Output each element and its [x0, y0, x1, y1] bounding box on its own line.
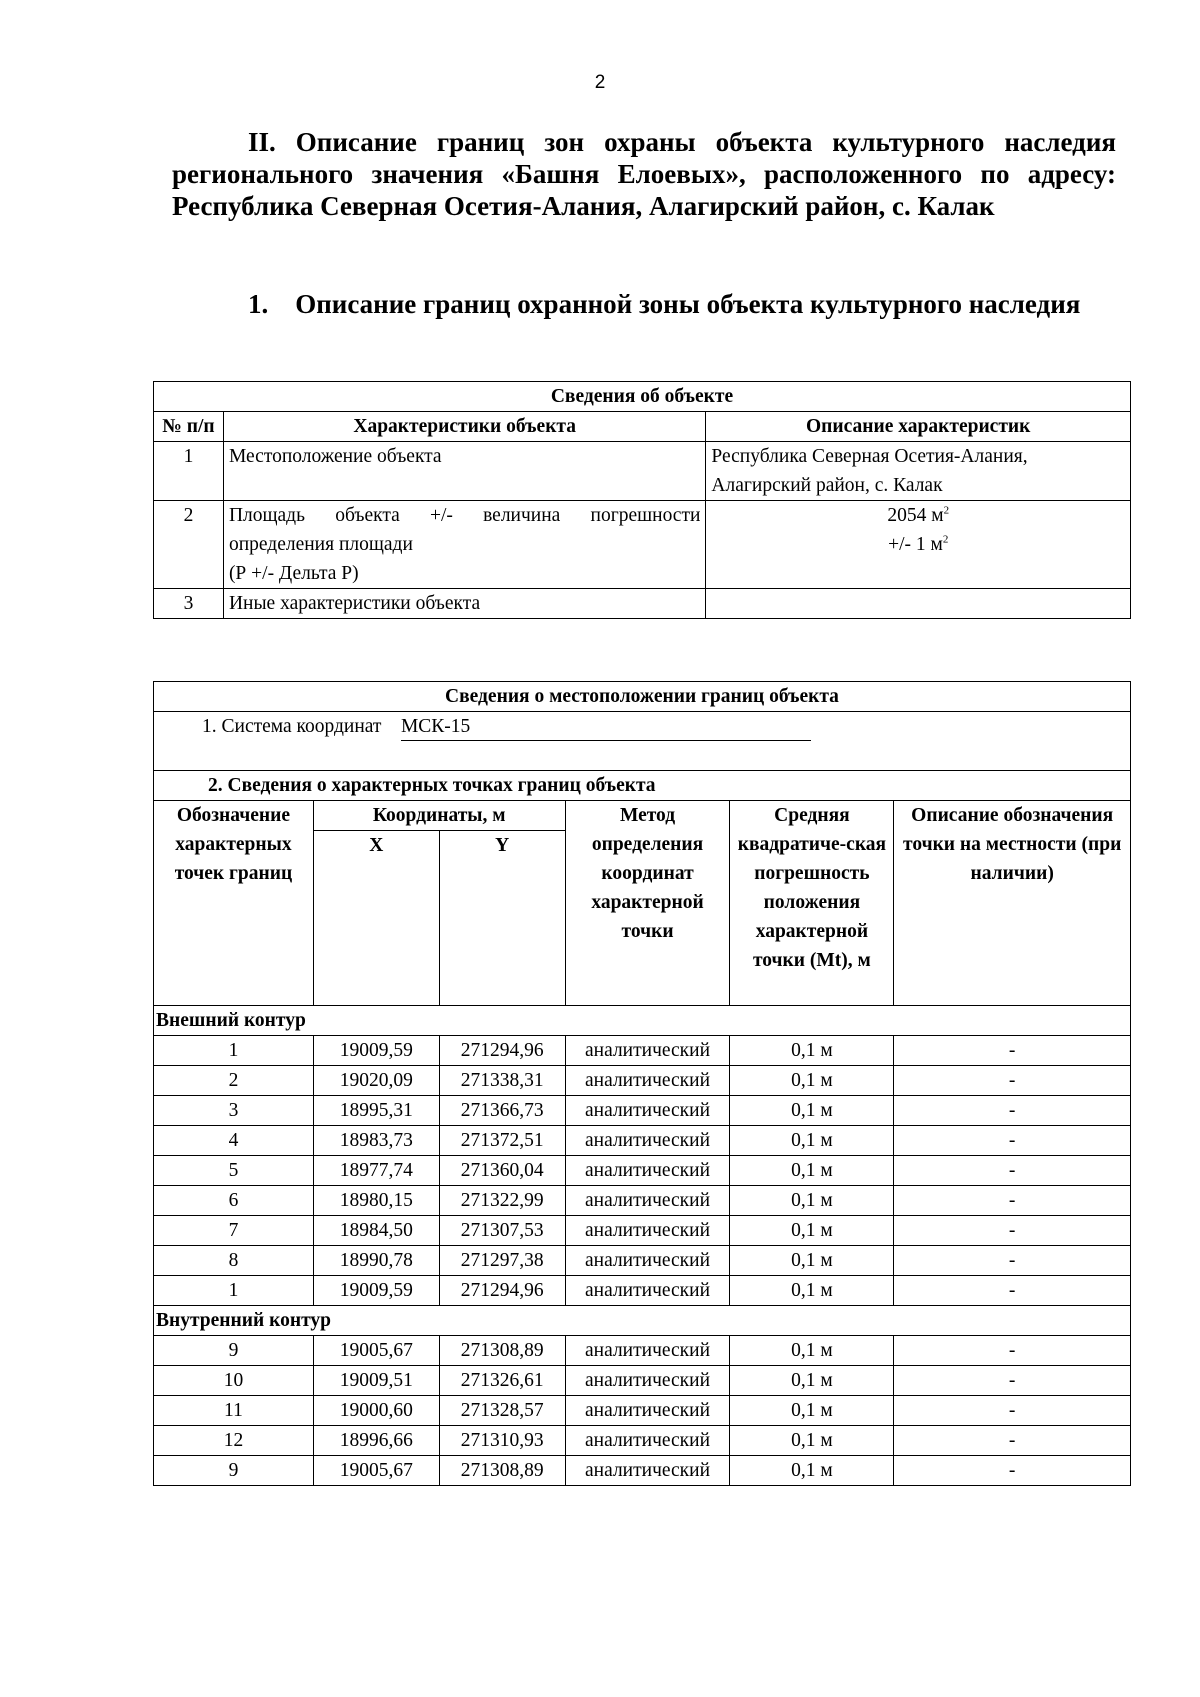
cell-method: аналитический — [565, 1126, 730, 1156]
table-row: 3 Иные характеристики объекта — [154, 589, 1131, 619]
cell-desc: - — [894, 1036, 1131, 1066]
cell-x: 19009,59 — [313, 1276, 439, 1306]
cell-x: 18996,66 — [313, 1426, 439, 1456]
cell-n: 11 — [154, 1396, 314, 1426]
table-row — [154, 1186, 1131, 1216]
table-row — [154, 1036, 1131, 1066]
cell-y: 271326,61 — [439, 1366, 565, 1396]
table-row — [154, 1426, 1131, 1456]
cell-err: 0,1 м — [730, 1066, 894, 1096]
cell-method: аналитический — [565, 1396, 730, 1426]
cell-method: аналитический — [565, 1276, 730, 1306]
cell-n: 12 — [154, 1426, 314, 1456]
cell-err: 0,1 м — [730, 1186, 894, 1216]
cell-x: 19009,59 — [313, 1036, 439, 1066]
cell-y: 271308,89 — [439, 1456, 565, 1486]
cell-method: аналитический — [565, 1246, 730, 1276]
col-char-header: Характеристики объекта — [223, 412, 705, 442]
cell-err: 0,1 м — [730, 1396, 894, 1426]
cell-n: 1 — [154, 1036, 314, 1066]
cell-x: 19009,51 — [313, 1366, 439, 1396]
page-number: 2 — [594, 72, 606, 93]
cell-desc: - — [894, 1396, 1131, 1426]
cell-desc: - — [894, 1246, 1131, 1276]
col-error-header: Средняя квадратиче-ская погрешность положения характерной точки (Mt), м — [730, 801, 894, 1006]
cell-n: 4 — [154, 1126, 314, 1156]
cell-x: 18995,31 — [313, 1096, 439, 1126]
contour-name: Внешний контур — [154, 1006, 1131, 1036]
coord-system-row: 1. Система координат МСК-15 — [154, 712, 1131, 771]
cell-desc: - — [894, 1066, 1131, 1096]
cell-y: 271307,53 — [439, 1216, 565, 1246]
col-coords-header: Координаты, м — [313, 801, 565, 831]
cell-y: 271372,51 — [439, 1126, 565, 1156]
cell-err: 0,1 м — [730, 1366, 894, 1396]
cell-method: аналитический — [565, 1456, 730, 1486]
cell-n: 8 — [154, 1246, 314, 1276]
coord-system-value: МСК-15 — [401, 714, 811, 741]
cell-y: 271310,93 — [439, 1426, 565, 1456]
cell-y: 271360,04 — [439, 1156, 565, 1186]
cell-y: 271366,73 — [439, 1096, 565, 1126]
col-desc-header: Описание характеристик — [706, 412, 1131, 442]
cell-y: 271338,31 — [439, 1066, 565, 1096]
cell-n: 9 — [154, 1456, 314, 1486]
subsection-title: 1. Описание границ охранной зоны объекта культурного наследия — [248, 289, 1081, 319]
cell-desc: - — [894, 1126, 1131, 1156]
cell-y: 271294,96 — [439, 1276, 565, 1306]
cell-n: 7 — [154, 1216, 314, 1246]
cell-method: аналитический — [565, 1426, 730, 1456]
object-info-table — [153, 381, 1131, 619]
table-row: 1 Местоположение объекта Республика Северная Осетия-Алания, Алагирский район, с. Калак — [154, 442, 1131, 501]
cell-err: 0,1 м — [730, 1036, 894, 1066]
cell-x: 18980,15 — [313, 1186, 439, 1216]
cell-err: 0,1 м — [730, 1096, 894, 1126]
table-row — [154, 1366, 1131, 1396]
cell-desc: - — [894, 1276, 1131, 1306]
object-info-header: Сведения об объекте — [154, 382, 1131, 412]
cell-err: 0,1 м — [730, 1276, 894, 1306]
cell-method: аналитический — [565, 1216, 730, 1246]
cell-desc: - — [894, 1216, 1131, 1246]
cell-err: 0,1 м — [730, 1156, 894, 1186]
col-x-header: X — [313, 831, 439, 1006]
table-row — [154, 1456, 1131, 1486]
cell-err: 0,1 м — [730, 1336, 894, 1366]
cell-n: 6 — [154, 1186, 314, 1216]
cell-method: аналитический — [565, 1096, 730, 1126]
cell-err: 0,1 м — [730, 1246, 894, 1276]
cell-n: 1 — [154, 1276, 314, 1306]
table-row — [154, 1276, 1131, 1306]
cell-method: аналитический — [565, 1366, 730, 1396]
cell-desc: - — [894, 1366, 1131, 1396]
cell-x: 18977,74 — [313, 1156, 439, 1186]
table-row — [154, 1336, 1131, 1366]
contour-name: Внутренний контур — [154, 1306, 1131, 1336]
contours-body — [154, 1006, 1131, 1486]
cell-n: 9 — [154, 1336, 314, 1366]
cell-desc: - — [894, 1096, 1131, 1126]
cell-desc: - — [894, 1156, 1131, 1186]
table-row — [154, 1126, 1131, 1156]
col-description-header: Описание обозначения точки на местности (при наличии) — [894, 801, 1131, 1006]
cell-x: 19005,67 — [313, 1336, 439, 1366]
cell-err: 0,1 м — [730, 1426, 894, 1456]
cell-y: 271297,38 — [439, 1246, 565, 1276]
cell-x: 19005,67 — [313, 1456, 439, 1486]
location-info-table — [153, 681, 1131, 1486]
location-info-header: Сведения о местоположении границ объекта — [154, 682, 1131, 712]
cell-desc: - — [894, 1186, 1131, 1216]
cell-method: аналитический — [565, 1186, 730, 1216]
cell-x: 19000,60 — [313, 1396, 439, 1426]
table-row — [154, 1096, 1131, 1126]
contour-header-row — [154, 1306, 1131, 1336]
table-row — [154, 1066, 1131, 1096]
cell-desc: - — [894, 1426, 1131, 1456]
cell-err: 0,1 м — [730, 1216, 894, 1246]
col-y-header: Y — [439, 831, 565, 1006]
cell-x: 18990,78 — [313, 1246, 439, 1276]
cell-n: 3 — [154, 1096, 314, 1126]
cell-method: аналитический — [565, 1336, 730, 1366]
cell-method: аналитический — [565, 1066, 730, 1096]
cell-y: 271322,99 — [439, 1186, 565, 1216]
table-row — [154, 1246, 1131, 1276]
cell-desc: - — [894, 1336, 1131, 1366]
col-num-header: № п/п — [154, 412, 224, 442]
table-row — [154, 1156, 1131, 1186]
col-method-header: Метод определения координат характерной точки — [565, 801, 730, 1006]
table-row — [154, 1216, 1131, 1246]
cell-err: 0,1 м — [730, 1126, 894, 1156]
cell-n: 2 — [154, 1066, 314, 1096]
col-designation-header: Обозначение характерных точек границ — [154, 801, 314, 1006]
cell-desc: - — [894, 1456, 1131, 1486]
table-row: 2 Площадь объекта +/- величина погрешности определения площади (Р +/- Дельта Р) 2054 $м^2$ +/- 1 $м^2$ — [154, 501, 1131, 589]
cell-x: 18983,73 — [313, 1126, 439, 1156]
table-row — [154, 1396, 1131, 1426]
cell-method: аналитический — [565, 1036, 730, 1066]
cell-y: 271308,89 — [439, 1336, 565, 1366]
cell-y: 271294,96 — [439, 1036, 565, 1066]
cell-err: 0,1 м — [730, 1456, 894, 1486]
points-header: 2. Сведения о характерных точках границ объекта — [154, 771, 1131, 801]
cell-y: 271328,57 — [439, 1396, 565, 1426]
contour-header-row — [154, 1006, 1131, 1036]
cell-n: 5 — [154, 1156, 314, 1186]
cell-x: 19020,09 — [313, 1066, 439, 1096]
cell-n: 10 — [154, 1366, 314, 1396]
cell-x: 18984,50 — [313, 1216, 439, 1246]
cell-method: аналитический — [565, 1156, 730, 1186]
section-title: II. Описание границ зон охраны объекта культурного наследия регионального значения «Башня Елоевых», расположенного по адресу: Республика Северная Осетия-Алания, Алагирский район, с. Калак — [172, 127, 1116, 221]
